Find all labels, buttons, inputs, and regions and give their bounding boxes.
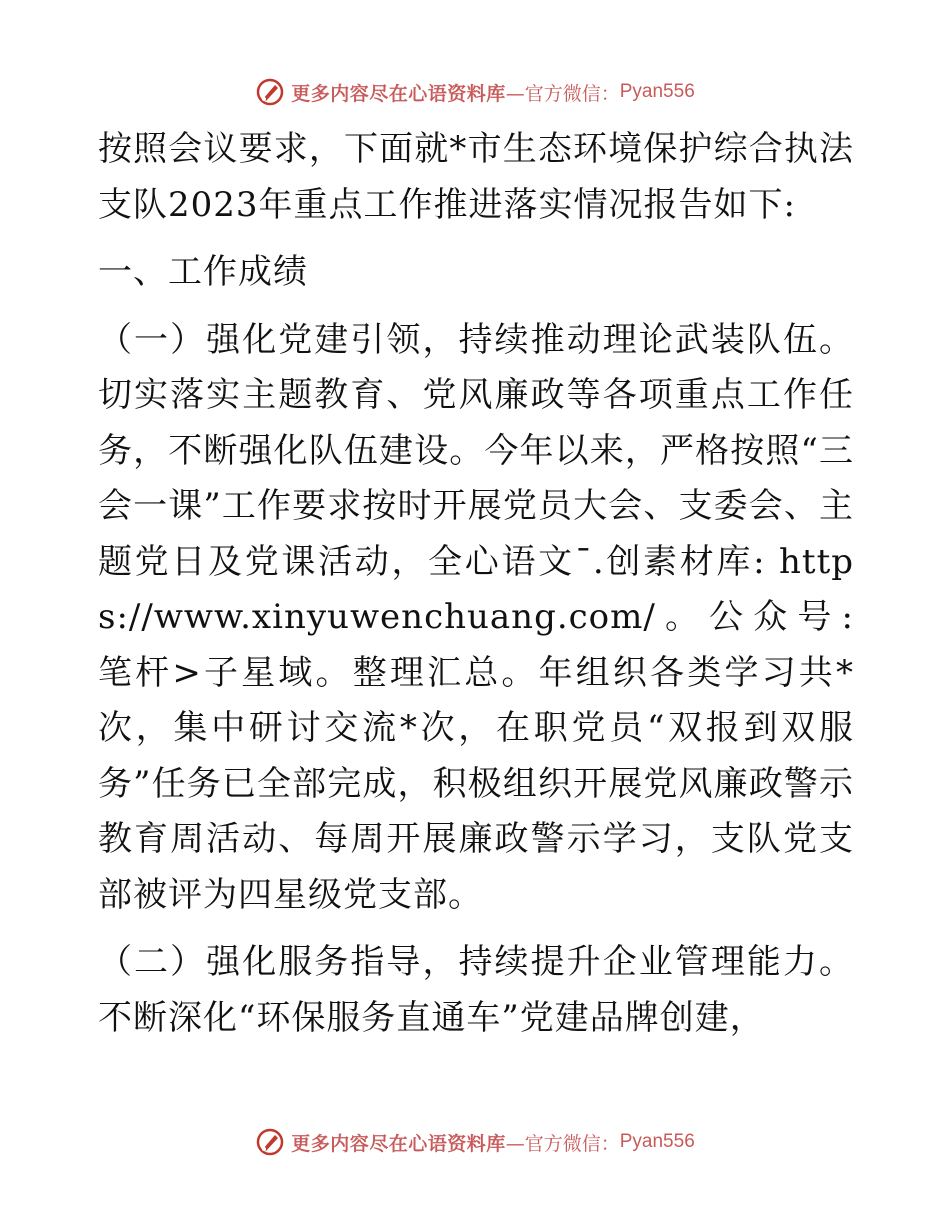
- watermark-text: 更多内容尽在心语资料库: [291, 1132, 506, 1155]
- watermark-banner-bottom: [0, 1122, 950, 1162]
- watermark-account: Pyan556: [619, 1131, 695, 1152]
- watermark-separator: —官方微信：: [505, 1132, 620, 1155]
- document-body: [98, 122, 854, 1046]
- watermark-banner-top: [0, 72, 950, 112]
- watermark-separator: —官方微信：: [505, 82, 620, 105]
- pen-logo-icon: [255, 1127, 285, 1157]
- subsection-2-paragraph: （二）强化服务指导，持续提升企业管理能力。不断深化“环保服务直通车”党建品牌创建，: [98, 942, 854, 1038]
- intro-paragraph: 按照会议要求，下面就*市生态环境保护综合执法支队2023年重点工作推进落实情况报告如下:: [98, 129, 854, 225]
- section-heading: 一、工作成绩: [98, 252, 308, 292]
- watermark-text: 更多内容尽在心语资料库: [291, 82, 506, 105]
- watermark-account: Pyan556: [619, 81, 695, 102]
- subsection-1-paragraph: （一）强化党建引领，持续推动理论武装队伍。切实落实主题教育、党风廉政等各项重点工作任务，不断强化队伍建设。今年以来，严格按照“三会一课”工作要求按时开展党员大会、支委会、主题党日及党课活动，全心语文¯.创素材库: https://www.xinyuwenchuang.com/。公众号: 笔杆>子星域。整理汇总。年组织各类学习共*次，集中研讨交流*次，在职党员“双报到双服务”任务已全部完成，积极组织开展党风廉政警示教育周活动、每周开展廉政警示学习，支队党支部被评为四星级党支部。: [98, 319, 854, 915]
- pen-logo-icon: [255, 77, 285, 107]
